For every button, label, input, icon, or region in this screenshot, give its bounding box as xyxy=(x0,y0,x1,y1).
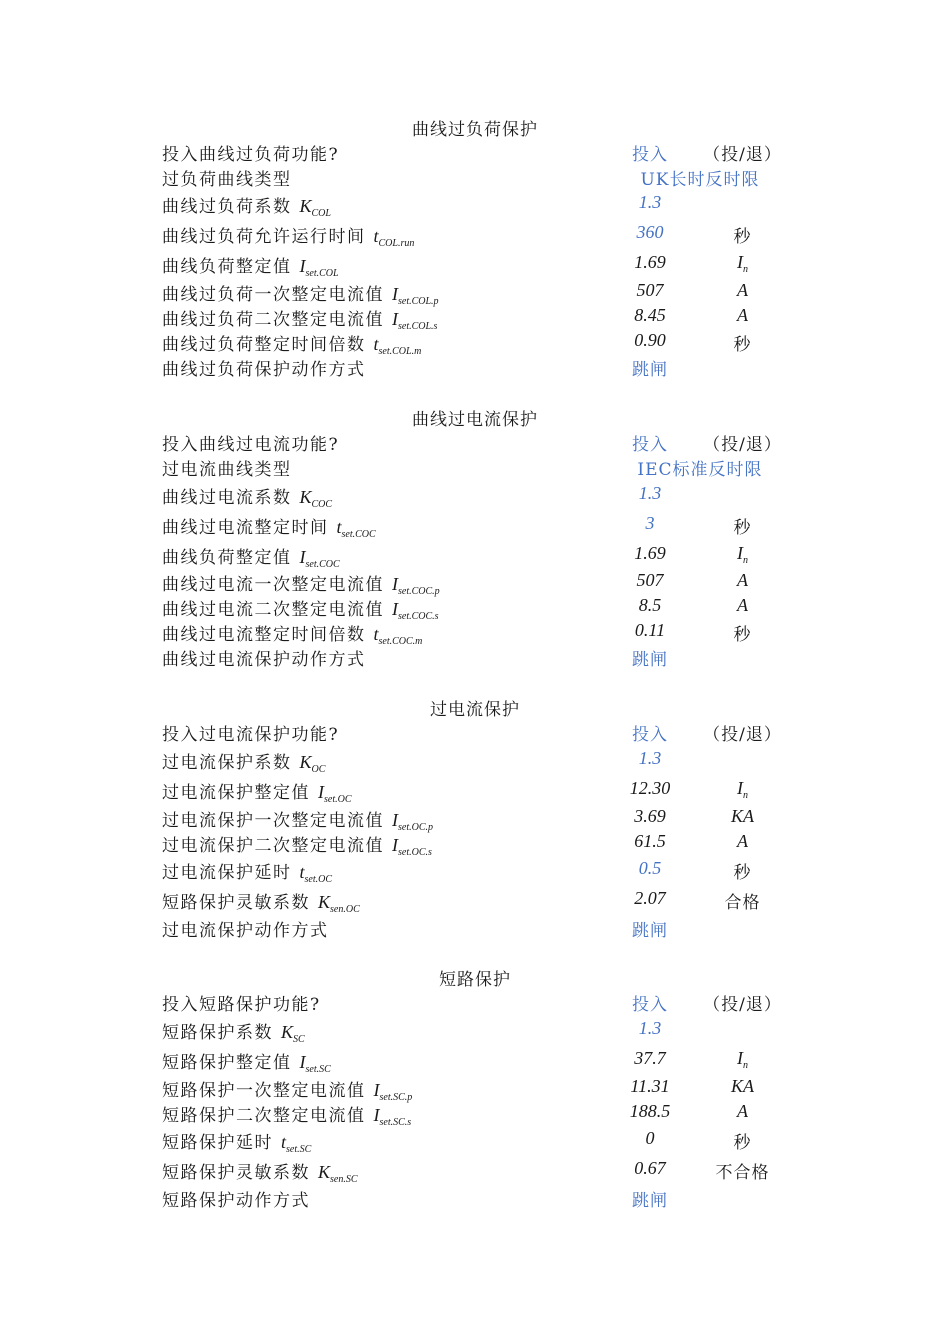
action-mode-select[interactable]: 跳闸 xyxy=(632,650,668,670)
setting-label: 投入短路保护功能? xyxy=(162,995,321,1015)
unit-label: 秒 xyxy=(733,863,752,883)
section-title-curve-overcurrent: 曲线过电流保护 xyxy=(412,410,538,430)
computed-value: 8.45 xyxy=(634,305,666,325)
symbol: $I_{set.COL}$ xyxy=(299,256,339,279)
setting-label: 短路保护系数 $K_{SC}$ xyxy=(162,1022,305,1045)
computed-value: 61.5 xyxy=(634,831,666,851)
setting-label: 曲线过负荷系数 $K_{COL}$ xyxy=(162,196,331,219)
symbol: $I_{set.SC}$ xyxy=(299,1052,331,1075)
action-mode-select[interactable]: 跳闸 xyxy=(632,1191,668,1211)
setting-row xyxy=(0,1048,950,1075)
setting-label: 曲线过电流二次整定电流值 $I_{set.COC.s}$ xyxy=(162,599,439,622)
setting-row xyxy=(0,806,950,833)
setting-label: 曲线过电流保护动作方式 xyxy=(162,650,366,670)
symbol: $K_{SC}$ xyxy=(281,1022,305,1045)
computed-value: 507 xyxy=(636,570,664,590)
time-input[interactable]: 3 xyxy=(645,513,655,533)
symbol: $t_{set.COL.m}$ xyxy=(373,334,422,357)
setting-row xyxy=(0,778,950,805)
setting-label: 短路保护灵敏系数 $K_{sen.SC}$ xyxy=(162,1162,358,1185)
enable-toggle[interactable]: 投入 xyxy=(632,145,668,165)
setting-label: 短路保护整定值 $I_{set.SC}$ xyxy=(162,1052,331,1075)
delay-input[interactable]: 0.5 xyxy=(638,858,662,878)
setting-row xyxy=(0,222,950,249)
setting-row xyxy=(0,455,950,479)
setting-row xyxy=(0,720,950,744)
setting-row xyxy=(0,430,950,454)
setting-row xyxy=(0,888,950,915)
setting-label: 曲线过电流一次整定电流值 $I_{set.COC.p}$ xyxy=(162,574,440,597)
setting-label: 曲线过电流整定时间 $t_{set.COC}$ xyxy=(162,517,376,540)
section-title-curve-overload: 曲线过负荷保护 xyxy=(412,120,538,140)
setting-row xyxy=(0,1186,950,1210)
coefficient-input[interactable]: 1.3 xyxy=(638,483,662,503)
curve-type-select[interactable]: UK长时反时限 xyxy=(640,170,760,190)
setting-label: 过电流曲线类型 xyxy=(162,460,292,480)
coefficient-input[interactable]: 1.3 xyxy=(638,192,662,212)
unit-label: A xyxy=(737,595,748,615)
setting-row xyxy=(0,192,950,219)
setting-label: 短路保护动作方式 xyxy=(162,1191,310,1211)
enable-toggle[interactable]: 投入 xyxy=(632,725,668,745)
setting-row xyxy=(0,858,950,885)
setting-row xyxy=(0,570,950,597)
unit-label: A xyxy=(737,1101,748,1121)
setting-label: 投入曲线过负荷功能? xyxy=(162,145,340,165)
setting-row xyxy=(0,483,950,510)
section-title-short-circuit: 短路保护 xyxy=(439,970,511,990)
setting-row xyxy=(0,1018,950,1045)
computed-value: 0 xyxy=(645,1128,655,1148)
setting-label: 曲线过负荷整定时间倍数 $t_{set.COL.m}$ xyxy=(162,334,422,357)
symbol: $K_{OC}$ xyxy=(299,752,326,775)
symbol: $I_{set.OC.s}$ xyxy=(392,835,432,858)
symbol: $I_{set.COC.p}$ xyxy=(392,574,440,597)
symbol: $t_{set.SC}$ xyxy=(281,1132,312,1155)
setting-label: 过电流保护系数 $K_{OC}$ xyxy=(162,752,326,775)
computed-value: 188.5 xyxy=(629,1101,671,1121)
unit-label: （投/退） xyxy=(703,145,782,165)
setting-row xyxy=(0,165,950,189)
unit-label: 秒 xyxy=(733,1133,752,1153)
setting-row xyxy=(0,831,950,858)
computed-value: 2.07 xyxy=(634,888,666,908)
setting-row xyxy=(0,1158,950,1185)
unit-label: （投/退） xyxy=(703,995,782,1015)
setting-row xyxy=(0,645,950,669)
setting-label: 短路保护灵敏系数 $K_{sen.OC}$ xyxy=(162,892,360,915)
symbol: $t_{set.OC}$ xyxy=(299,862,333,885)
setting-label: 曲线过电流系数 $K_{COC}$ xyxy=(162,487,333,510)
setting-label: 曲线过负荷允许运行时间 $t_{COL.run}$ xyxy=(162,226,415,249)
section-title-overcurrent: 过电流保护 xyxy=(430,700,520,720)
setting-label: 过负荷曲线类型 xyxy=(162,170,292,190)
unit-label: 秒 xyxy=(733,335,752,355)
setting-label: 过电流保护整定值 $I_{set.OC}$ xyxy=(162,782,352,805)
enable-toggle[interactable]: 投入 xyxy=(632,435,668,455)
unit-label: $I_n$ xyxy=(737,543,748,566)
setting-row xyxy=(0,305,950,332)
computed-value: 0.67 xyxy=(634,1158,666,1178)
setting-label: 过电流保护延时 $t_{set.OC}$ xyxy=(162,862,333,885)
computed-value: 507 xyxy=(636,280,664,300)
unit-label: $I_n$ xyxy=(737,1048,748,1071)
symbol: $I_{set.SC.s}$ xyxy=(373,1105,412,1128)
setting-row xyxy=(0,140,950,164)
setting-row xyxy=(0,1076,950,1103)
symbol: $K_{COC}$ xyxy=(299,487,333,510)
setting-label: 过电流保护动作方式 xyxy=(162,921,329,941)
setting-label: 短路保护延时 $t_{set.SC}$ xyxy=(162,1132,312,1155)
setting-label: 短路保护二次整定电流值 $I_{set.SC.s}$ xyxy=(162,1105,412,1128)
run-time-input[interactable]: 360 xyxy=(636,222,664,242)
computed-value: 0.11 xyxy=(634,620,666,640)
status-label: 合格 xyxy=(724,893,761,913)
unit-label: $I_n$ xyxy=(737,252,748,275)
symbol: $I_{set.COC.s}$ xyxy=(392,599,439,622)
setting-row xyxy=(0,1101,950,1128)
setting-label: 曲线负荷整定值 $I_{set.COC}$ xyxy=(162,547,340,570)
setting-row xyxy=(0,543,950,570)
setting-row xyxy=(0,1128,950,1155)
setting-label: 曲线负荷整定值 $I_{set.COL}$ xyxy=(162,256,339,279)
symbol: $t_{COL.run}$ xyxy=(373,226,415,249)
symbol: $I_{set.OC.p}$ xyxy=(392,810,433,833)
setting-label: 曲线过负荷一次整定电流值 $I_{set.COL.p}$ xyxy=(162,284,439,307)
unit-label: 秒 xyxy=(733,625,752,645)
enable-toggle[interactable]: 投入 xyxy=(632,995,668,1015)
unit-label: 秒 xyxy=(733,518,752,538)
curve-type-select[interactable]: IEC标准反时限 xyxy=(637,460,763,480)
setting-row xyxy=(0,330,950,357)
unit-label: $I_n$ xyxy=(737,778,748,801)
setting-row xyxy=(0,748,950,775)
setting-label: 投入过电流保护功能? xyxy=(162,725,340,745)
unit-label: KA xyxy=(730,806,754,826)
setting-label: 曲线过负荷二次整定电流值 $I_{set.COL.s}$ xyxy=(162,309,438,332)
setting-label: 曲线过负荷保护动作方式 xyxy=(162,360,366,380)
coefficient-input[interactable]: 1.3 xyxy=(638,1018,662,1038)
setting-label: 过电流保护一次整定电流值 $I_{set.OC.p}$ xyxy=(162,810,433,833)
setting-label: 投入曲线过电流功能? xyxy=(162,435,340,455)
symbol: $I_{set.OC}$ xyxy=(318,782,352,805)
setting-row xyxy=(0,252,950,279)
setting-row xyxy=(0,620,950,647)
computed-value: 3.69 xyxy=(634,806,666,826)
computed-value: 11.31 xyxy=(630,1076,670,1096)
unit-label: （投/退） xyxy=(703,725,782,745)
symbol: $t_{set.COC}$ xyxy=(336,517,376,540)
coefficient-input[interactable]: 1.3 xyxy=(638,748,662,768)
unit-label: A xyxy=(737,280,748,300)
setting-row xyxy=(0,280,950,307)
unit-label: （投/退） xyxy=(703,435,782,455)
action-mode-select[interactable]: 跳闸 xyxy=(632,921,668,941)
symbol: $t_{set.COC.m}$ xyxy=(373,624,423,647)
unit-label: 秒 xyxy=(733,227,752,247)
setting-row xyxy=(0,513,950,540)
computed-value: 12.30 xyxy=(629,778,671,798)
unit-label: A xyxy=(737,305,748,325)
symbol: $I_{set.COC}$ xyxy=(299,547,340,570)
computed-value: 0.90 xyxy=(634,330,666,350)
setting-row xyxy=(0,595,950,622)
setting-row xyxy=(0,355,950,379)
computed-value: 8.5 xyxy=(638,595,662,615)
symbol: $K_{sen.OC}$ xyxy=(318,892,360,915)
setting-row xyxy=(0,990,950,1014)
unit-label: A xyxy=(737,570,748,590)
unit-label: A xyxy=(737,831,748,851)
unit-label: KA xyxy=(730,1076,754,1096)
symbol: $K_{COL}$ xyxy=(299,196,331,219)
symbol: $K_{sen.SC}$ xyxy=(318,1162,358,1185)
symbol: $I_{set.COL.s}$ xyxy=(392,309,438,332)
computed-value: 1.69 xyxy=(634,543,666,563)
symbol: $I_{set.COL.p}$ xyxy=(392,284,439,307)
setting-label: 曲线过电流整定时间倍数 $t_{set.COC.m}$ xyxy=(162,624,423,647)
status-label: 不合格 xyxy=(715,1163,770,1183)
setting-label: 短路保护一次整定电流值 $I_{set.SC.p}$ xyxy=(162,1080,413,1103)
action-mode-select[interactable]: 跳闸 xyxy=(632,360,668,380)
computed-value: 1.69 xyxy=(634,252,666,272)
setting-label: 过电流保护二次整定电流值 $I_{set.OC.s}$ xyxy=(162,835,432,858)
computed-value: 37.7 xyxy=(634,1048,666,1068)
symbol: $I_{set.SC.p}$ xyxy=(373,1080,413,1103)
setting-row xyxy=(0,916,950,940)
